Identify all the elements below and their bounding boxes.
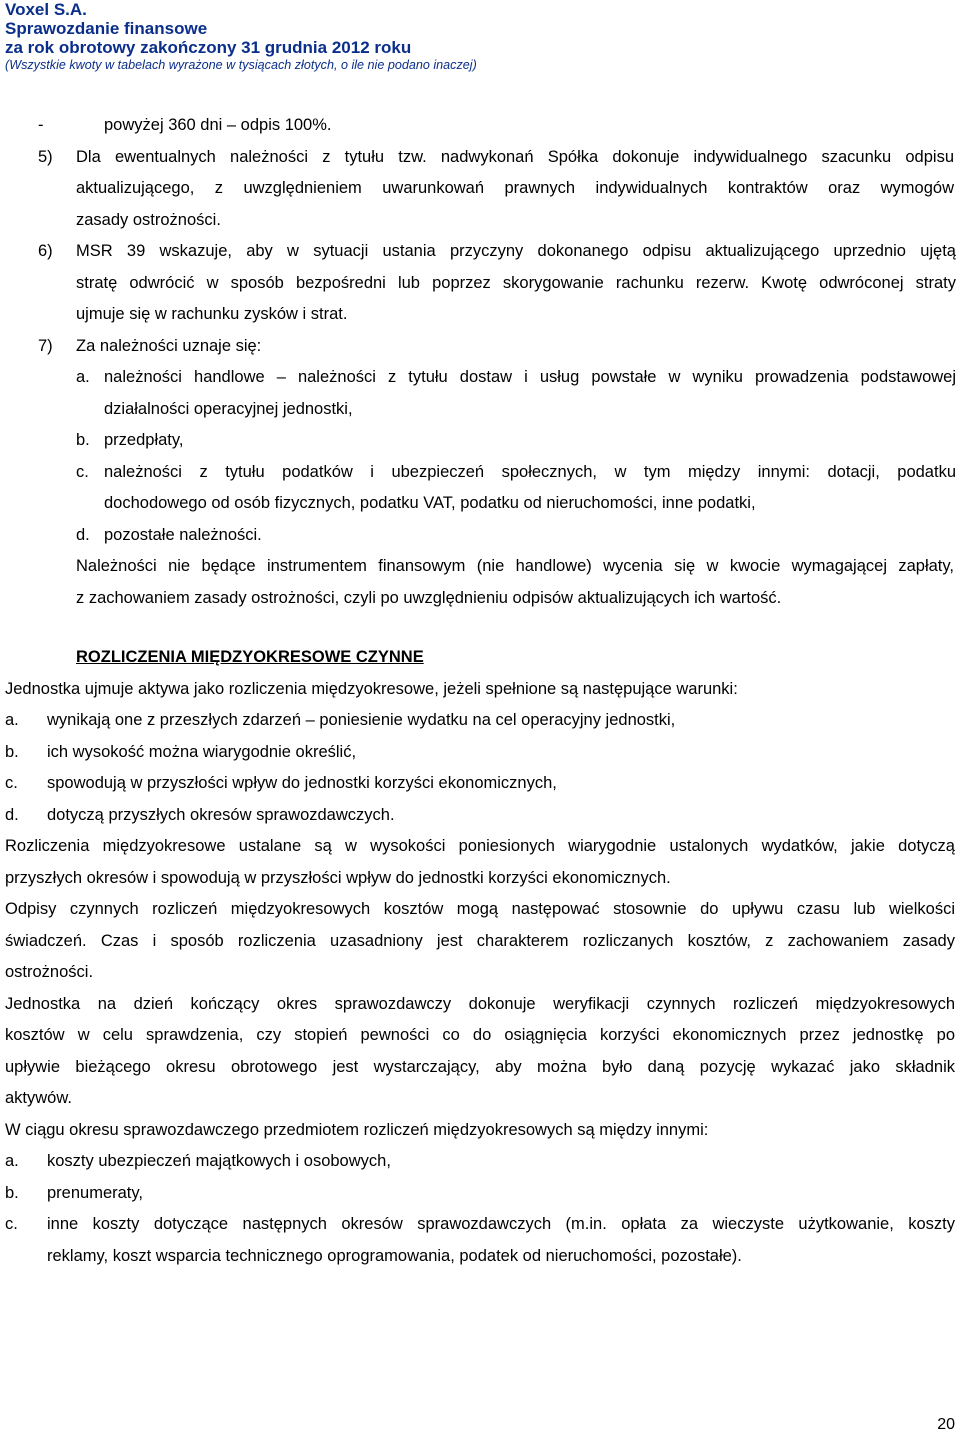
list-item-6 [0, 236, 960, 331]
condition-item [0, 737, 960, 769]
condition-marker: a. [5, 711, 19, 729]
cost-item-b [0, 1178, 960, 1210]
valuation-paragraph [0, 551, 960, 614]
company-name: Voxel S.A. [5, 0, 87, 19]
cost-item-marker: b. [5, 1183, 19, 1202]
paragraph-line: przyszłych okresów i spowodują w przyszłości wpływ do jednostki korzyści ekonomicznych. [5, 868, 671, 887]
cost-item-text: koszty ubezpieczeń majątkowych i osobowych, [47, 1152, 391, 1170]
section-heading [0, 642, 960, 674]
document-body [0, 110, 960, 1272]
paragraph-line: Rozliczenia międzyokresowe ustalane są w wysokości poniesionych wiarygodnie ustalonych wydatków, jakie dotyczą [5, 837, 955, 855]
page-header [5, 0, 950, 74]
list-item-7 [0, 331, 960, 363]
condition-text: dotyczą przyszłych okresów sprawozdawczych. [47, 805, 395, 824]
item-6-line: MSR 39 wskazuje, aby w sytuacji ustania przyczyny dokonanego odpisu aktualizującego uprzednio ujętą [76, 242, 956, 260]
item-7-text: Za należności uznaje się: [76, 336, 262, 355]
item-5-line: zasady ostrożności. [76, 210, 221, 229]
sub-a-line: działalności operacyjnej jednostki, [104, 399, 353, 418]
cost-item-marker: a. [5, 1152, 19, 1170]
sublist-item-b [0, 425, 960, 457]
sub-d-text: pozostałe należności. [104, 525, 262, 544]
condition-text: spowodują w przyszłości wpływ do jednostki korzyści ekonomicznych, [47, 774, 557, 792]
paragraph-line: aktywów. [5, 1089, 72, 1107]
item-6-marker: 6) [38, 242, 53, 260]
sub-a-marker: a. [76, 368, 90, 386]
sub-a-line: należności handlowe – należności z tytułu dostaw i usług powstałe w wyniku prowadzenia podstawowej [104, 368, 956, 386]
paragraph-line: świadczeń. Czas i sposób rozliczenia uzasadniony jest charakterem rozliczanych kosztów, z zachowaniem zasady [5, 931, 955, 950]
sub-b-marker: b. [76, 431, 90, 449]
item-5-marker: 5) [38, 147, 53, 166]
page-number: 20 [937, 1416, 955, 1433]
condition-item [0, 800, 960, 832]
paragraph-4: W ciągu okresu sprawozdawczego przedmiotem rozliczeń międzyokresowych są między innymi: [5, 1120, 709, 1139]
list-item-dash [0, 110, 960, 142]
paragraph-2 [0, 894, 960, 989]
condition-text: ich wysokość można wiarygodnie określić, [47, 742, 357, 761]
dash-marker: - [38, 116, 44, 134]
cost-item-a [0, 1146, 960, 1178]
condition-marker: b. [5, 742, 19, 761]
condition-marker: c. [5, 774, 18, 792]
paragraph-line: Odpisy czynnych rozliczeń międzyokresowych kosztów mogą następować stosownie do upływu czasu lub wielkości [5, 900, 955, 918]
item-7-marker: 7) [38, 336, 53, 355]
sub-d-marker: d. [76, 525, 90, 544]
item-6-line: ujmuje się w rachunku zysków i strat. [76, 305, 348, 323]
report-title: Sprawozdanie finansowe [5, 19, 208, 38]
cost-item-line: inne koszty dotyczące następnych okresów sprawozdawczych (m.in. opłata za wieczyste użytkowanie, koszty [47, 1215, 955, 1233]
dash-text: powyżej 360 dni – odpis 100%. [104, 116, 332, 134]
paragraph-line: Jednostka na dzień kończący okres sprawozdawczy dokonuje weryfikacji czynnych rozliczeń międzyokresowych [5, 994, 955, 1013]
item-6-line: stratę odwrócić w sposób bezpośredni lub poprzez skorygowanie rachunku rezerw. Kwotę odwróconej straty [76, 273, 956, 292]
cost-item-marker: c. [5, 1215, 18, 1233]
paragraph-line: upływie bieżącego okresu obrotowego jest wystarczający, aby można było daną pozycję wykazać jako składnik [5, 1057, 955, 1076]
cost-item-c [0, 1209, 960, 1272]
item-5-line: Dla ewentualnych należności z tytułu tzw. nadwykonań Spółka dokonuje indywidualnego szacunku odpisu [76, 147, 954, 166]
sublist-item-a [0, 362, 960, 425]
paragraph-line: kosztów w celu sprawdzenia, czy stopień pewności co do osiągnięcia korzyści ekonomicznych przez jednostkę po [5, 1026, 955, 1044]
condition-item [0, 705, 960, 737]
section-heading-text: ROZLICZENIA MIĘDZYOKRESOWE CZYNNE [76, 648, 424, 666]
sub-c-marker: c. [76, 462, 89, 481]
list-item-5 [0, 142, 960, 237]
paragraph-line: ostrożności. [5, 963, 94, 981]
valuation-line: Należności nie będące instrumentem finansowym (nie handlowe) wycenia się w kwocie wymagającej zapłaty, [76, 557, 954, 575]
sublist-item-c [0, 457, 960, 520]
item-5-line: aktualizującego, z uwzględnieniem uwarunkowań prawnych indywidualnych kontraktów oraz wymogów [76, 179, 954, 197]
condition-marker: d. [5, 805, 19, 824]
cost-item-line: reklamy, koszt wsparcia technicznego oprogramowania, podatek od nieruchomości, pozostałe). [47, 1246, 742, 1265]
amounts-note: (Wszystkie kwoty w tabelach wyrażone w tysiącach złotych, o ile nie podano inaczej) [5, 58, 477, 72]
sub-c-line: dochodowego od osób fizycznych, podatku VAT, podatku od nieruchomości, inne podatki, [104, 494, 756, 512]
sub-b-text: przedpłaty, [104, 431, 184, 449]
paragraph-1 [0, 831, 960, 894]
condition-item [0, 768, 960, 800]
paragraph-3 [0, 989, 960, 1115]
valuation-line: z zachowaniem zasady ostrożności, czyli po uwzględnieniu odpisów aktualizujących ich wartość. [76, 588, 782, 607]
sublist-item-d [0, 520, 960, 552]
sub-c-line: należności z tytułu podatków i ubezpieczeń społecznych, w tym między innymi: dotacji, podatku [104, 462, 956, 481]
report-period: za rok obrotowy zakończony 31 grudnia 2012 roku [5, 38, 412, 57]
cost-item-text: prenumeraty, [47, 1183, 143, 1202]
condition-text: wynikają one z przeszłych zdarzeń – poniesienie wydatku na cel operacyjny jednostki, [47, 711, 676, 729]
section-intro: Jednostka ujmuje aktywa jako rozliczenia międzyokresowe, jeżeli spełnione są następujące warunki: [5, 679, 738, 698]
